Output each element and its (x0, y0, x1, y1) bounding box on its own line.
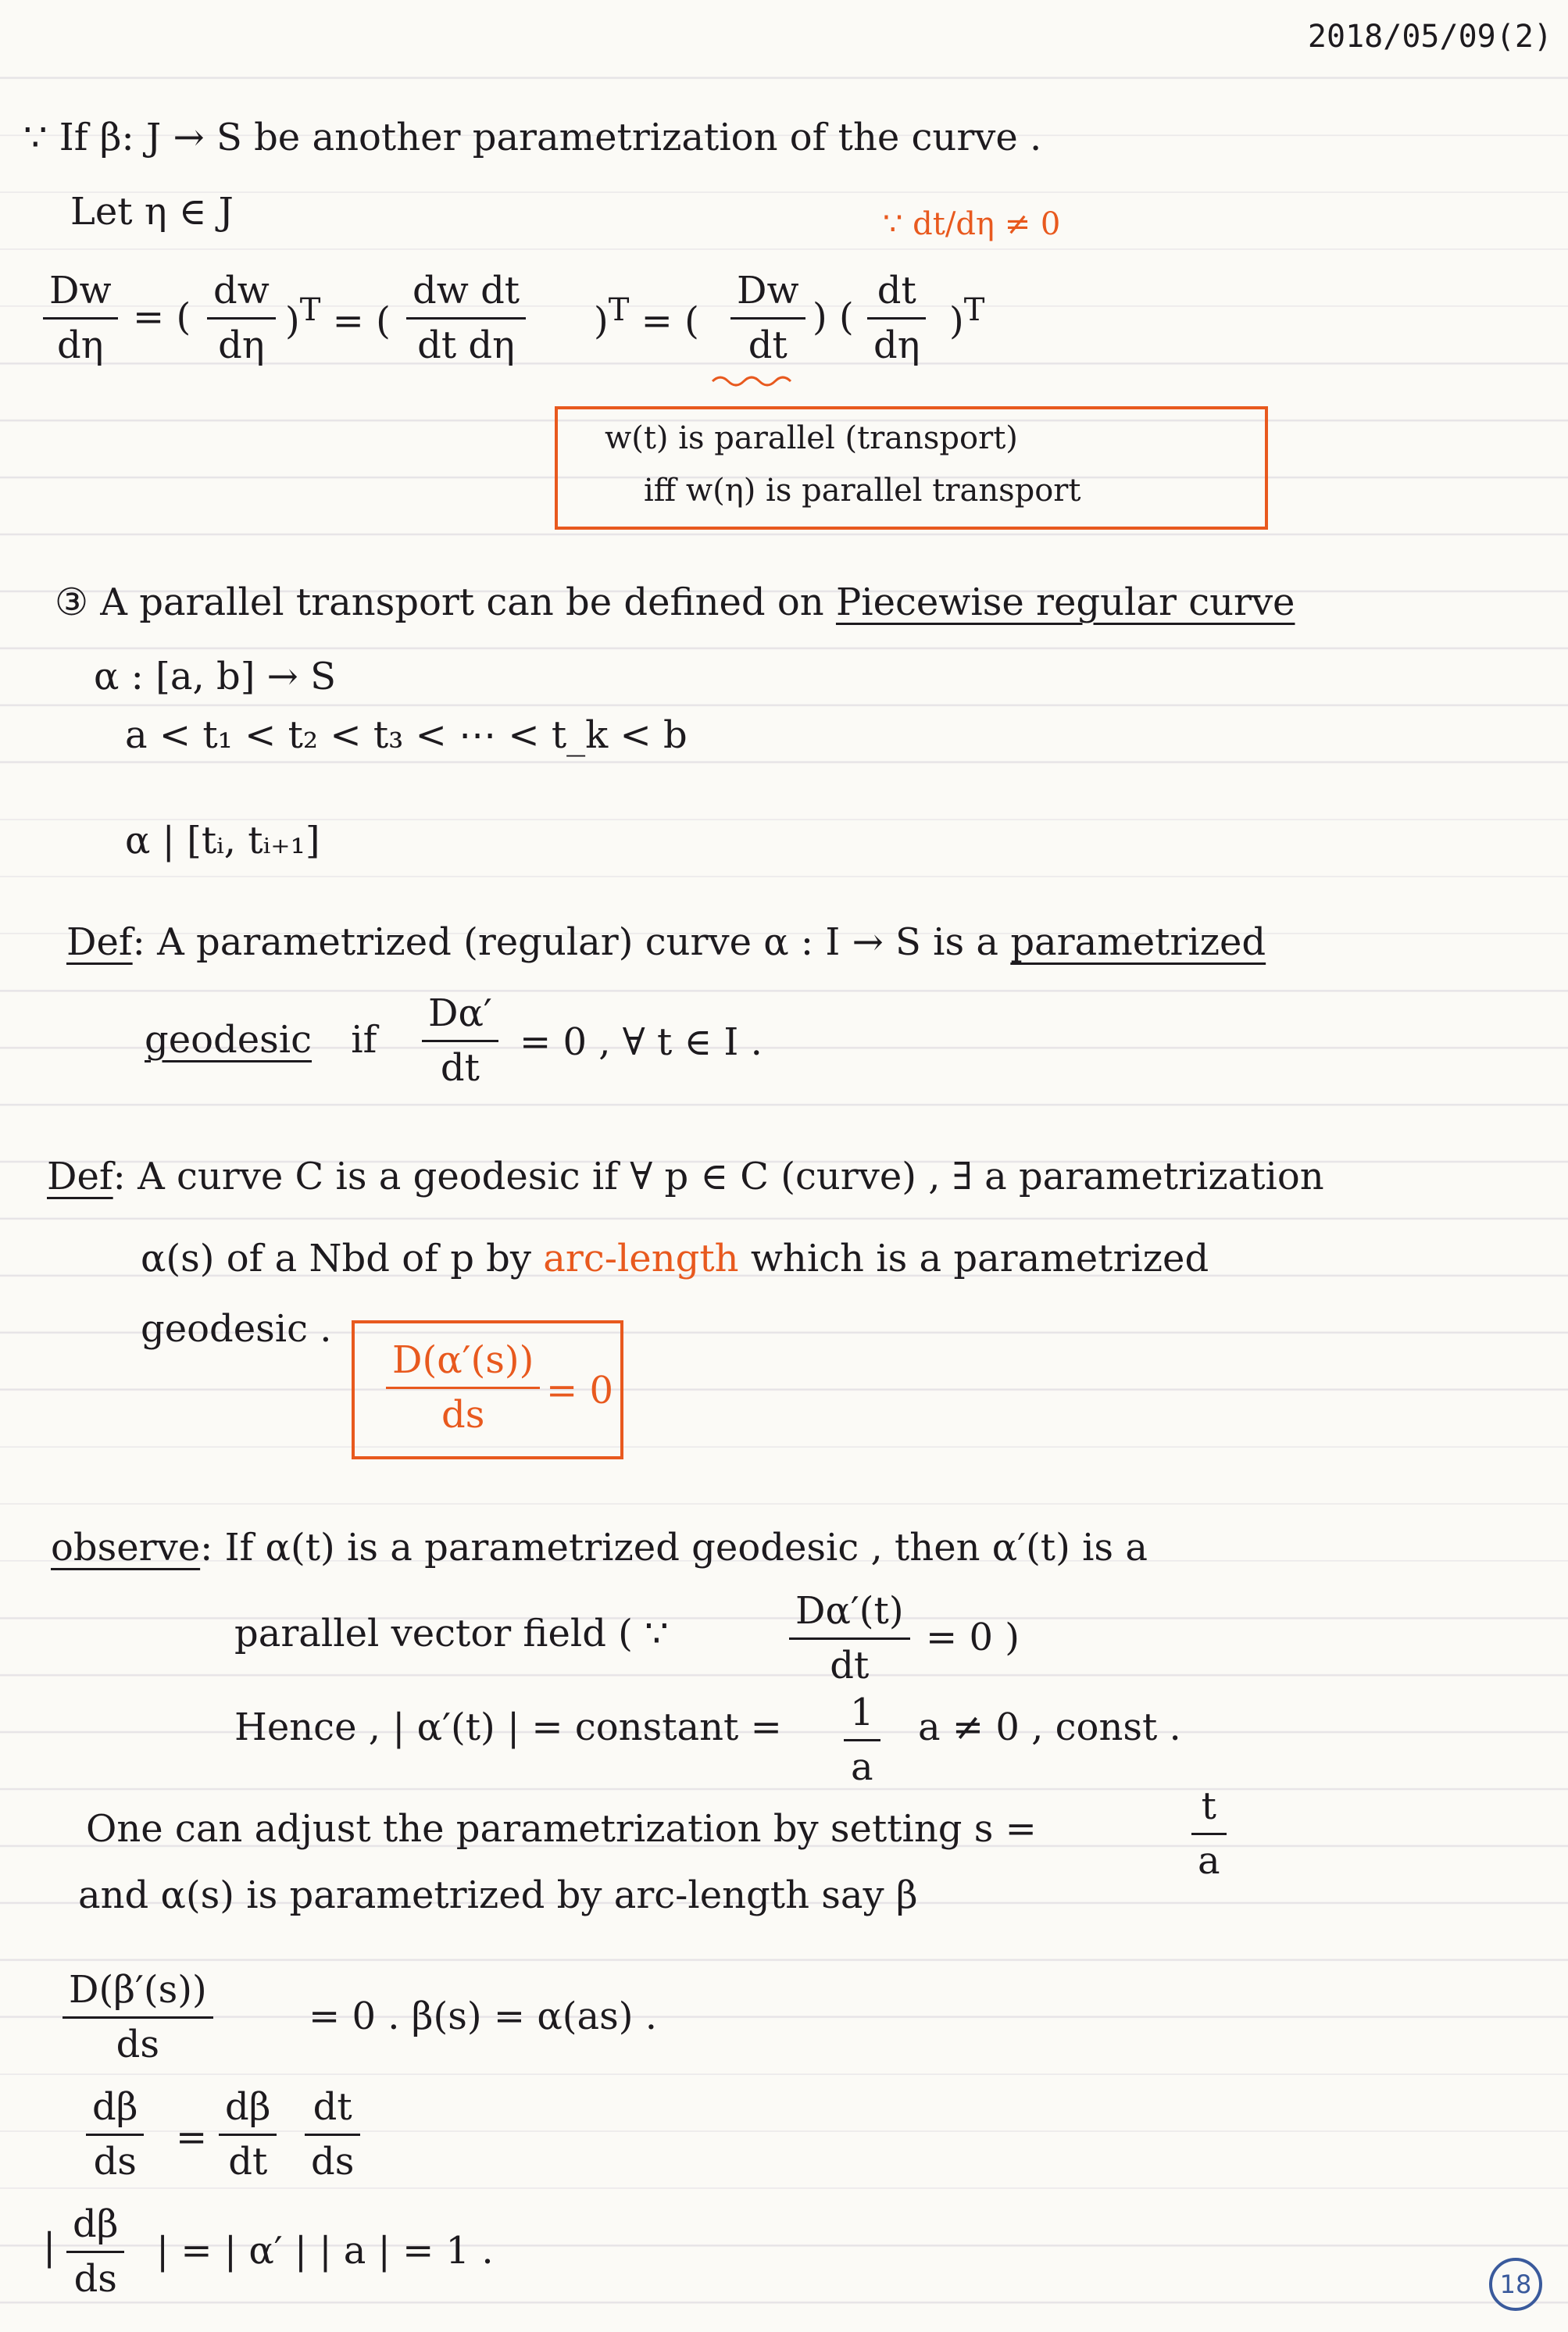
eq1-t3-den: dt (748, 323, 788, 368)
page-number: 18 (1489, 2258, 1542, 2311)
final-f2-lhs-num: dβ (86, 2086, 144, 2136)
item3-restriction: α | [tᵢ, tᵢ₊₁] (125, 819, 320, 862)
def1-cond-pre: if (351, 1018, 377, 1062)
final-f2-r2-num: dt (305, 2086, 360, 2136)
def2-box-num: D(α′(s)) (386, 1339, 540, 1389)
eq1-close4: )$^T$ (949, 292, 985, 343)
item3-line (55, 582, 1295, 623)
final-f1-post: = 0 . β(s) = α(as) . (309, 1995, 657, 2038)
item3-domain: α : [a, b] → S (94, 655, 337, 698)
eq1-sup1: T (299, 292, 321, 328)
def2-line3: geodesic . (141, 1307, 332, 1351)
eq1-close2: )$^T$ = ( (594, 292, 699, 343)
def1-den: dt (440, 1046, 480, 1091)
final-f1-den: ds (116, 2023, 160, 2067)
def1-text: : A parametrized (regular) curve α : I → S is a (132, 920, 999, 964)
observe-line2a: parallel vector field ( ∵ (234, 1612, 669, 1655)
def2-text2a: α(s) of a Nbd of p by (141, 1237, 532, 1280)
final-f1-num: D(β′(s)) (63, 1969, 213, 2019)
def2-box-eq: = 0 (546, 1369, 614, 1412)
def2-text1: : A curve C is a geodesic if ∀ p ∈ C (curve) , ∃ a parametrization (113, 1155, 1324, 1198)
observe-one: 1 (844, 1691, 880, 1741)
def2-text2b: which is a parametrized (750, 1237, 1209, 1280)
eq1-term2 (406, 270, 526, 367)
eq1-t2-num: dw dt (406, 270, 526, 320)
def1-line (66, 922, 1266, 963)
eq1-eq1: = ( (133, 295, 191, 339)
def2-box-frac (386, 1339, 540, 1437)
final-f2-r2 (305, 2086, 360, 2184)
eq1-term3 (730, 270, 805, 367)
adjust-frac (1191, 1785, 1227, 1883)
final-f2-r1 (219, 2086, 277, 2184)
geodesic-eq-box (352, 1320, 623, 1459)
observe-line3a: Hence , | α′(t) | = constant = (234, 1705, 782, 1749)
def2-line1 (47, 1156, 1324, 1198)
eq1-term1 (207, 270, 276, 367)
observe-const-frac (844, 1691, 880, 1789)
eq1-t4-den: dη (873, 323, 920, 368)
eq1-t1-den: dη (218, 323, 265, 368)
observe-line3b: a ≠ 0 , const . (918, 1705, 1181, 1749)
def2-arc-length: arc-length (543, 1237, 739, 1280)
eq1-t3-num: Dw (730, 270, 805, 320)
eq1-lhs-num: Dw (43, 270, 118, 320)
def2-label: Def (47, 1155, 113, 1198)
observe-text1: : If α(t) is a parametrized geodesic , then α′(t) is a (200, 1526, 1148, 1570)
box1-line2: iff w(η) is parallel transport (644, 473, 1081, 509)
since-dt-note: ∵ dt/dη ≠ 0 (883, 206, 1061, 242)
adjust-a: a (1198, 1839, 1220, 1884)
final-f3-bar: | (43, 2225, 56, 2269)
adjust-t: t (1191, 1785, 1227, 1835)
observe-line2b: = 0 ) (926, 1616, 1020, 1659)
observe-den: dt (830, 1644, 870, 1688)
parallel-transport-box (555, 406, 1268, 530)
eq1-t1-num: dw (207, 270, 276, 320)
final-f2-lhs (86, 2086, 144, 2184)
item3-text: ③ A parallel transport can be defined on (55, 580, 824, 624)
def1-label: Def (66, 920, 133, 964)
item3-highlight: Piecewise regular curve (835, 580, 1295, 624)
box1-line1: w(t) is parallel (transport) (605, 420, 1018, 456)
eq1-t2-den: dt dη (417, 323, 515, 368)
observe-a: a (850, 1745, 873, 1790)
date: 2018/05/09(2) (1307, 19, 1552, 55)
eq1-paren: ) ( (813, 295, 854, 339)
def1-term2: geodesic (145, 1018, 313, 1062)
adjust-line2: and α(s) is parametrized by arc-length say β (78, 1873, 918, 1917)
observe-num: Dα′(t) (789, 1590, 910, 1640)
final-frac1 (63, 1969, 213, 2066)
final-f2-r2-den: ds (311, 2140, 355, 2184)
observe-frac (789, 1590, 910, 1687)
header-line: ∵ If β: J → S be another parametrization of the curve . (23, 116, 1042, 159)
def1-cond-post: = 0 , ∀ t ∈ I . (520, 1020, 763, 1064)
adjust-line1: One can adjust the parametrization by setting s = (86, 1807, 1037, 1851)
eq1-lhs-den: dη (57, 323, 104, 368)
observe-label: observe (51, 1526, 201, 1570)
final-f3-frac (66, 2203, 124, 2301)
eq1-t4-num: dt (867, 270, 926, 320)
final-f2-eq: = (176, 2116, 208, 2159)
def2-line2 (141, 1238, 1209, 1280)
final-f3-post: | = | α′ | | a | = 1 . (156, 2229, 494, 2273)
def1-term1: parametrized (1010, 920, 1266, 964)
eq1-term4 (867, 270, 926, 367)
final-f2-r1-den: dt (228, 2140, 268, 2184)
let-line: Let η ∈ J (70, 190, 234, 234)
eq1-sup3: T (963, 292, 985, 328)
def1-frac (422, 992, 498, 1090)
item3-partition: a < t₁ < t₂ < t₃ < ⋯ < t_k < b (125, 713, 688, 757)
wavy-underline (711, 373, 797, 389)
def2-box-den: ds (441, 1393, 485, 1437)
eq1-lhs (43, 270, 118, 367)
def1-term2-line (145, 1020, 377, 1061)
eq1-close1: )$^T$ = ( (285, 292, 391, 343)
final-f3-den: ds (73, 2257, 117, 2302)
eq1-sup2: T (608, 292, 630, 328)
observe-line1 (51, 1527, 1148, 1569)
final-f3-num: dβ (66, 2203, 124, 2253)
final-f2-lhs-den: ds (93, 2140, 137, 2184)
final-f2-r1-num: dβ (219, 2086, 277, 2136)
def1-num: Dα′ (422, 992, 498, 1042)
